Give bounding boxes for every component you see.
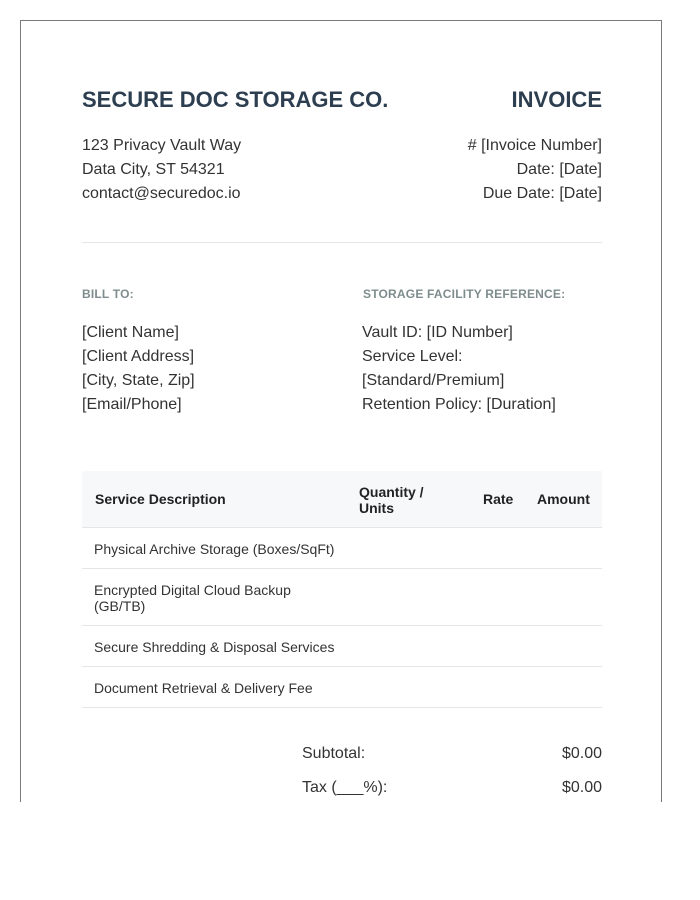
- invoice-date: Date: [Date]: [516, 161, 602, 178]
- company-email: contact@securedoc.io: [82, 185, 241, 202]
- client-name: [Client Name]: [82, 324, 179, 341]
- header-divider: [82, 242, 602, 243]
- tax-row: [302, 779, 602, 802]
- invoice-meta: [468, 134, 602, 206]
- header-quantity: [359, 484, 439, 516]
- invoice-due-date: Due Date: [Date]: [482, 185, 602, 202]
- client-email-phone: [Email/Phone]: [82, 396, 182, 413]
- tax-value: $0.00: [561, 779, 602, 796]
- retention-policy: Retention Policy: [Duration]: [362, 396, 556, 413]
- table-row: [82, 667, 602, 708]
- services-table: [82, 471, 602, 708]
- row-description: Document Retrieval & Delivery Fee: [94, 680, 313, 696]
- table-row: [82, 569, 602, 626]
- bill-to-block: [82, 321, 342, 417]
- invoice-header: [82, 87, 602, 117]
- row-description: Encrypted Digital Cloud Backup (GB/TB): [94, 582, 291, 614]
- invoice-page: [20, 20, 662, 802]
- subtotal-value: $0.00: [561, 745, 602, 762]
- row-description: Physical Archive Storage (Boxes/SqFt): [94, 541, 335, 557]
- header-rate: Rate: [483, 491, 514, 507]
- subtotal-label: Subtotal:: [302, 745, 366, 762]
- facility-ref-label: STORAGE FACILITY REFERENCE:: [363, 287, 566, 301]
- table-row: [82, 626, 602, 667]
- facility-ref-block: [362, 321, 602, 417]
- client-address: [Client Address]: [82, 348, 195, 365]
- invoice-title: INVOICE: [511, 87, 602, 112]
- table-row: [82, 528, 602, 569]
- header-quantity-line2: Units: [359, 500, 394, 516]
- header-service-description: Service Description: [95, 491, 226, 507]
- service-level-label: Service Level:: [362, 348, 463, 365]
- subtotal-row: [302, 745, 602, 779]
- company-name: SECURE DOC STORAGE CO.: [82, 87, 389, 112]
- company-address-line1: 123 Privacy Vault Way: [82, 137, 242, 154]
- tax-label: Tax (___%):: [302, 779, 388, 796]
- company-address: [82, 134, 241, 206]
- company-address-line2: Data City, ST 54321: [82, 161, 225, 178]
- row-description: Secure Shredding & Disposal Services: [94, 639, 335, 655]
- header-amount: Amount: [537, 491, 590, 507]
- header-quantity-line1: Quantity /: [359, 484, 424, 500]
- vault-id: Vault ID: [ID Number]: [362, 324, 513, 341]
- table-header: [82, 471, 602, 528]
- service-level-value: [Standard/Premium]: [362, 372, 505, 389]
- client-city-state-zip: [City, State, Zip]: [82, 372, 195, 389]
- invoice-number: # [Invoice Number]: [467, 137, 602, 154]
- totals-section: [302, 745, 602, 802]
- bill-to-label: BILL TO:: [82, 287, 134, 301]
